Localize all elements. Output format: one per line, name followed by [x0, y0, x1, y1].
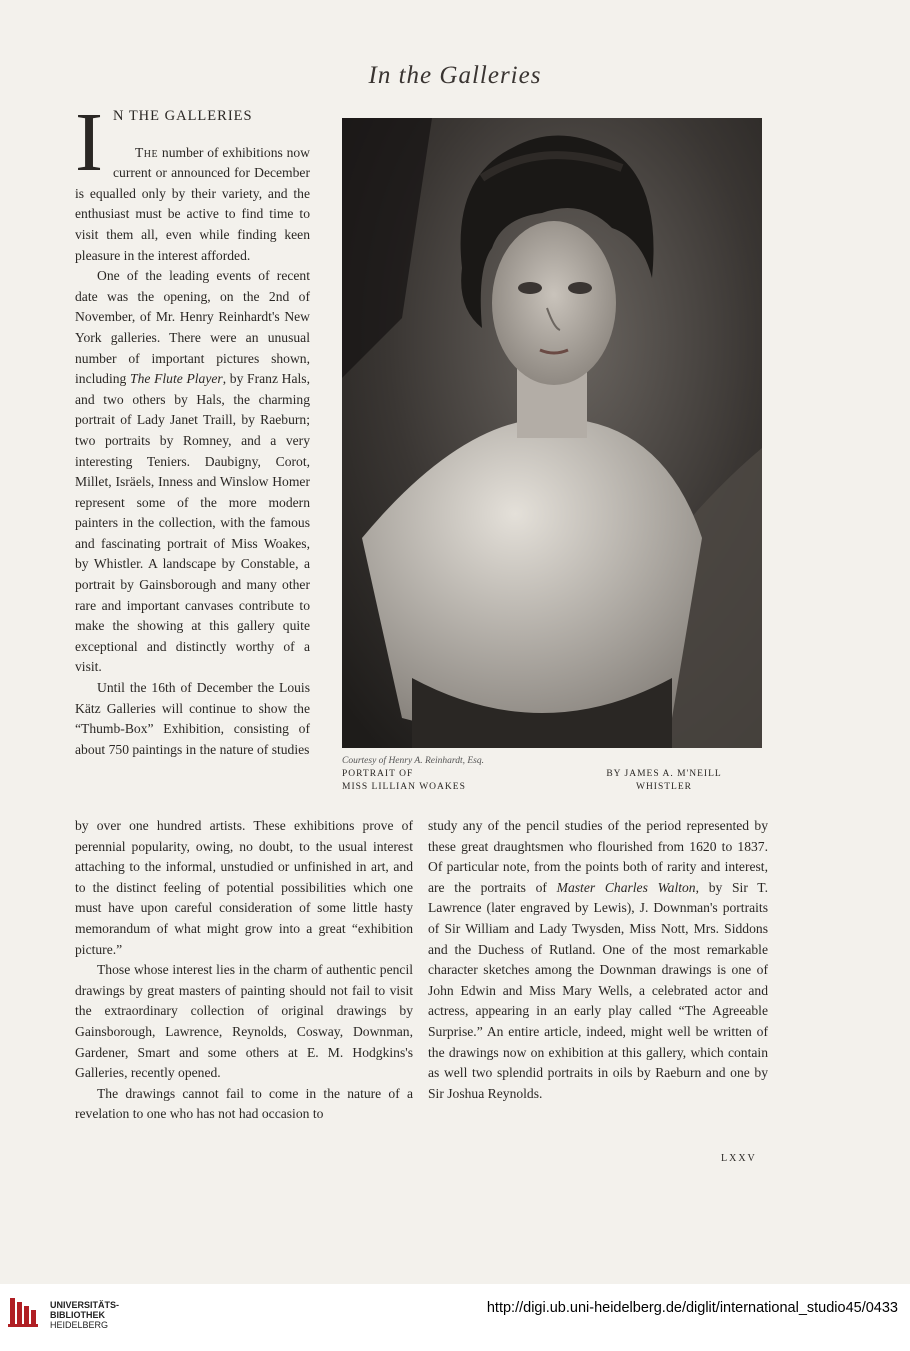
caption-artist: BY JAMES A. M'NEILL WHISTLER — [606, 769, 722, 792]
paragraph-drawings: Those whose interest lies in the charm of authentic pencil drawings by great masters of painting should not fail to visit the extraordinary collection of original drawings by Gainsborough, Lawrence, Reynolds, Cosway, Downman, Gardener, Smart and some others at E. M. Hodgkins's Galleries, recently opened. — [75, 962, 413, 1081]
digitization-footer — [0, 1284, 910, 1351]
paragraph-reinhardt: One of the leading events of recent date was the opening, on the 2nd of November, of Mr. Henry Reinhardt's New York galleries. There were an unusual number of important pictures shown, including The Flute Player, by Franz Hals, and two others by Hals, the charming portrait of Lady Janet Traill, by Raeburn; two portraits by Romney, and a very interesting Teniers. Daubigny, Corot, Millet, Isräels, Inness and Winslow Homer represent some of the more modern painters in the collection, with the famous and fascinating portrait of Miss Woakes, by Whistler. A landscape by Constable, a portrait by Gainsborough and many other rare and important canvases contribute to make the showing at this gallery quite exceptional and distinctly worthy of a visit. — [75, 268, 310, 675]
running-head: In the Galleries — [368, 62, 542, 89]
article-column-bottom-right — [428, 816, 768, 1104]
caption-credit: Courtesy of Henry A. Reinhardt, Esq. — [342, 756, 484, 766]
source-url-link[interactable]: http://digi.ub.uni-heidelberg.de/diglit/international_studio45/0433 — [486, 1300, 898, 1316]
article-column-left-top — [75, 96, 310, 760]
paragraph-continued: by over one hundred artists. These exhibitions prove of perennial popularity, owing, no doubt, to the usual interest attaching to the informal, unstudied or unfinished in art, and to the distinct feeling of potential possibilities which one must have upon careful consideration of some little hasty memorandum of what might grow into a great “exhibition picture.” — [75, 818, 413, 957]
caption-title: PORTRAIT OF MISS LILLIAN WOAKES — [342, 769, 466, 792]
paragraph-revelation: The drawings cannot fail to come in the nature of a revelation to one who has not had occasion to — [75, 1085, 413, 1122]
paragraph-intro: The number of exhibitions now current or announced for December is equalled only by their variety, and the enthusiast must be active to find time to visit them all, even while finding keen pleasure in the interest afforded. — [75, 144, 310, 263]
article-heading: N THE GALLERIES — [112, 108, 253, 124]
drop-cap: I — [75, 96, 103, 189]
library-logo-icon — [8, 1294, 40, 1328]
paragraph-pencil-studies: study any of the pencil studies of the period represented by these great draughtsmen who flourished from 1620 to 1837. Of particular note, from the points both of rarity and interest, are the portraits of Master Charles Walton, by Sir T. Lawrence (later engraved by Lewis), J. Downman's portraits of Sir William and Lady Twysden, Miss Nott, Mrs. Siddons and the Duchess of Rutland. One of the most remarkable character sketches among the Downman drawings is one of John Edwin and Miss Mary Wells, a celebrated actor and actress, appearing in an early play called “The Agreeable Surprise.” An entire article, indeed, might well be written of the drawings now on exhibition at this gallery, which contain as well two splendid portraits in oils by Raeburn and one by Sir Joshua Reynolds. — [428, 818, 769, 1101]
paragraph-katz: Until the 16th of December the Louis Kätz Galleries will continue to show the “Thumb-Box” Exhibition, consisting of about 750 paintings in the nature of studies — [75, 680, 310, 757]
article-column-bottom-left — [75, 816, 413, 1125]
page-number: LXXV — [721, 1153, 757, 1164]
library-logo-text: UNIVERSITÄTS- BIBLIOTHEK HEIDELBERG — [50, 1300, 120, 1330]
portrait-image — [342, 118, 762, 748]
